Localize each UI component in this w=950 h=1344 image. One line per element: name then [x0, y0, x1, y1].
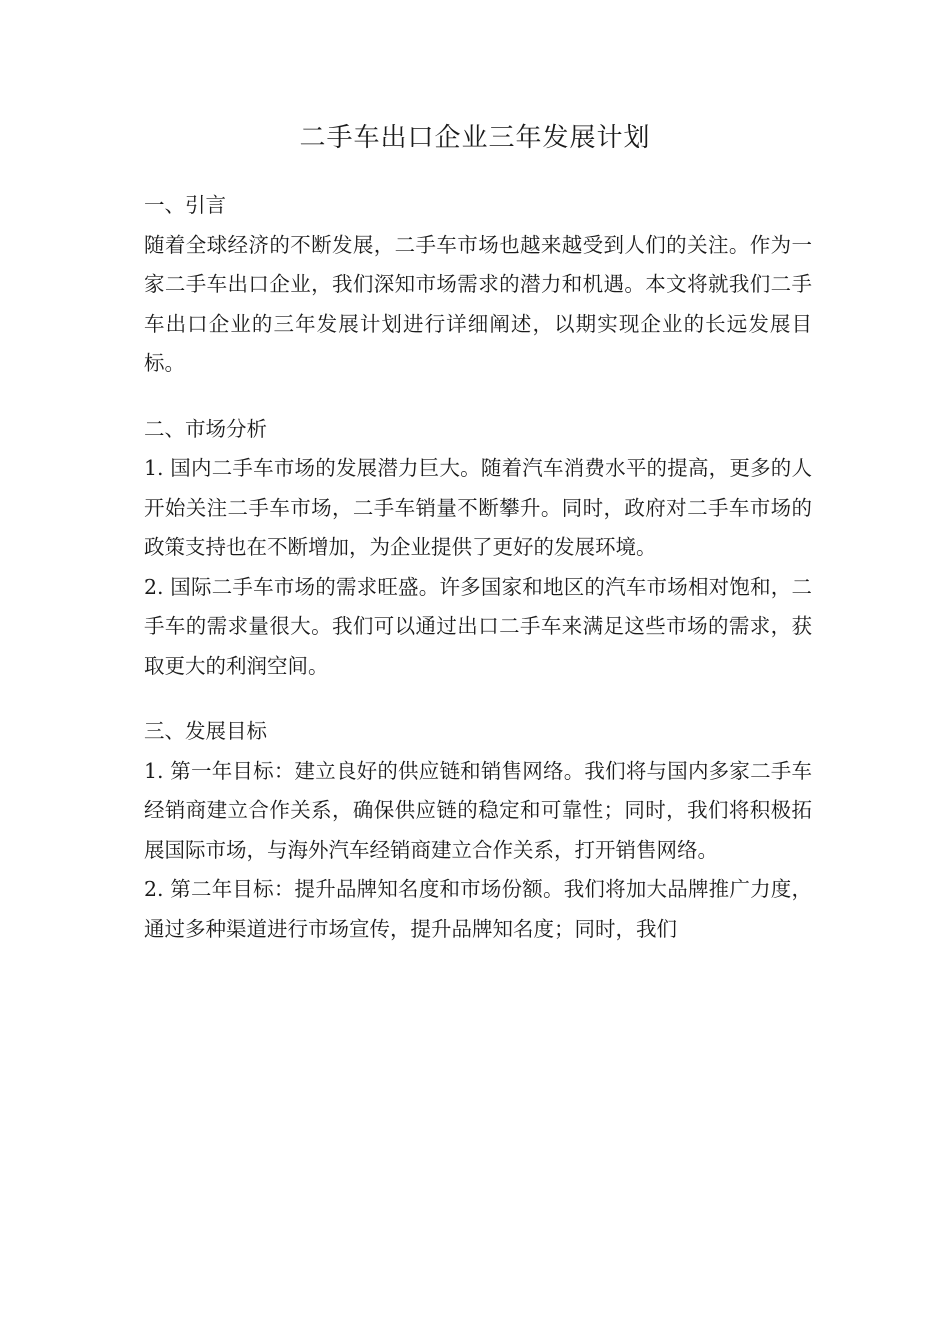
- paragraph: 随着全球经济的不断发展，二手车市场也越来越受到人们的关注。作为一家二手车出口企业，我们深知市场需求的潜力和机遇。本文将就我们二手车出口企业的三年发展计划进行详细阐述，以期实现企业的长远发展目标。: [144, 232, 812, 375]
- paragraph: 2. 第二年目标：提升品牌知名度和市场份额。我们将加大品牌推广力度，通过多种渠道进行市场宣传，提升品牌知名度；同时，我们: [144, 877, 812, 941]
- document-title: 二手车出口企业三年发展计划: [299, 123, 651, 153]
- document-body: [144, 186, 812, 949]
- section-heading: 三、发展目标: [144, 719, 267, 743]
- section-development-goals: [144, 712, 812, 949]
- section-spacer: [144, 384, 812, 410]
- section-spacer: [144, 686, 812, 712]
- section-market-analysis: [144, 410, 812, 687]
- section-heading: 二、市场分析: [144, 416, 267, 441]
- paragraph: 1. 第一年目标：建立良好的供应链和销售网络。我们将与国内多家二手车经销商建立合作关系，确保供应链的稳定和可靠性；同时，我们将积极拓展国际市场，与海外汽车经销商建立合作关系，打开销售网络。: [144, 758, 812, 862]
- paragraph: 1. 国内二手车市场的发展潜力巨大。随着汽车消费水平的提高，更多的人开始关注二手车市场，二手车销量不断攀升。同时，政府对二手车市场的政策支持也在不断增加，为企业提供了更好的发展环境。: [144, 456, 812, 559]
- section-introduction: [144, 186, 812, 384]
- paragraph: 2. 国际二手车市场的需求旺盛。许多国家和地区的汽车市场相对饱和，二手车的需求量很大。我们可以通过出口二手车来满足这些市场的需求，获取更大的利润空间。: [144, 574, 812, 678]
- section-heading: 一、引言: [144, 193, 226, 217]
